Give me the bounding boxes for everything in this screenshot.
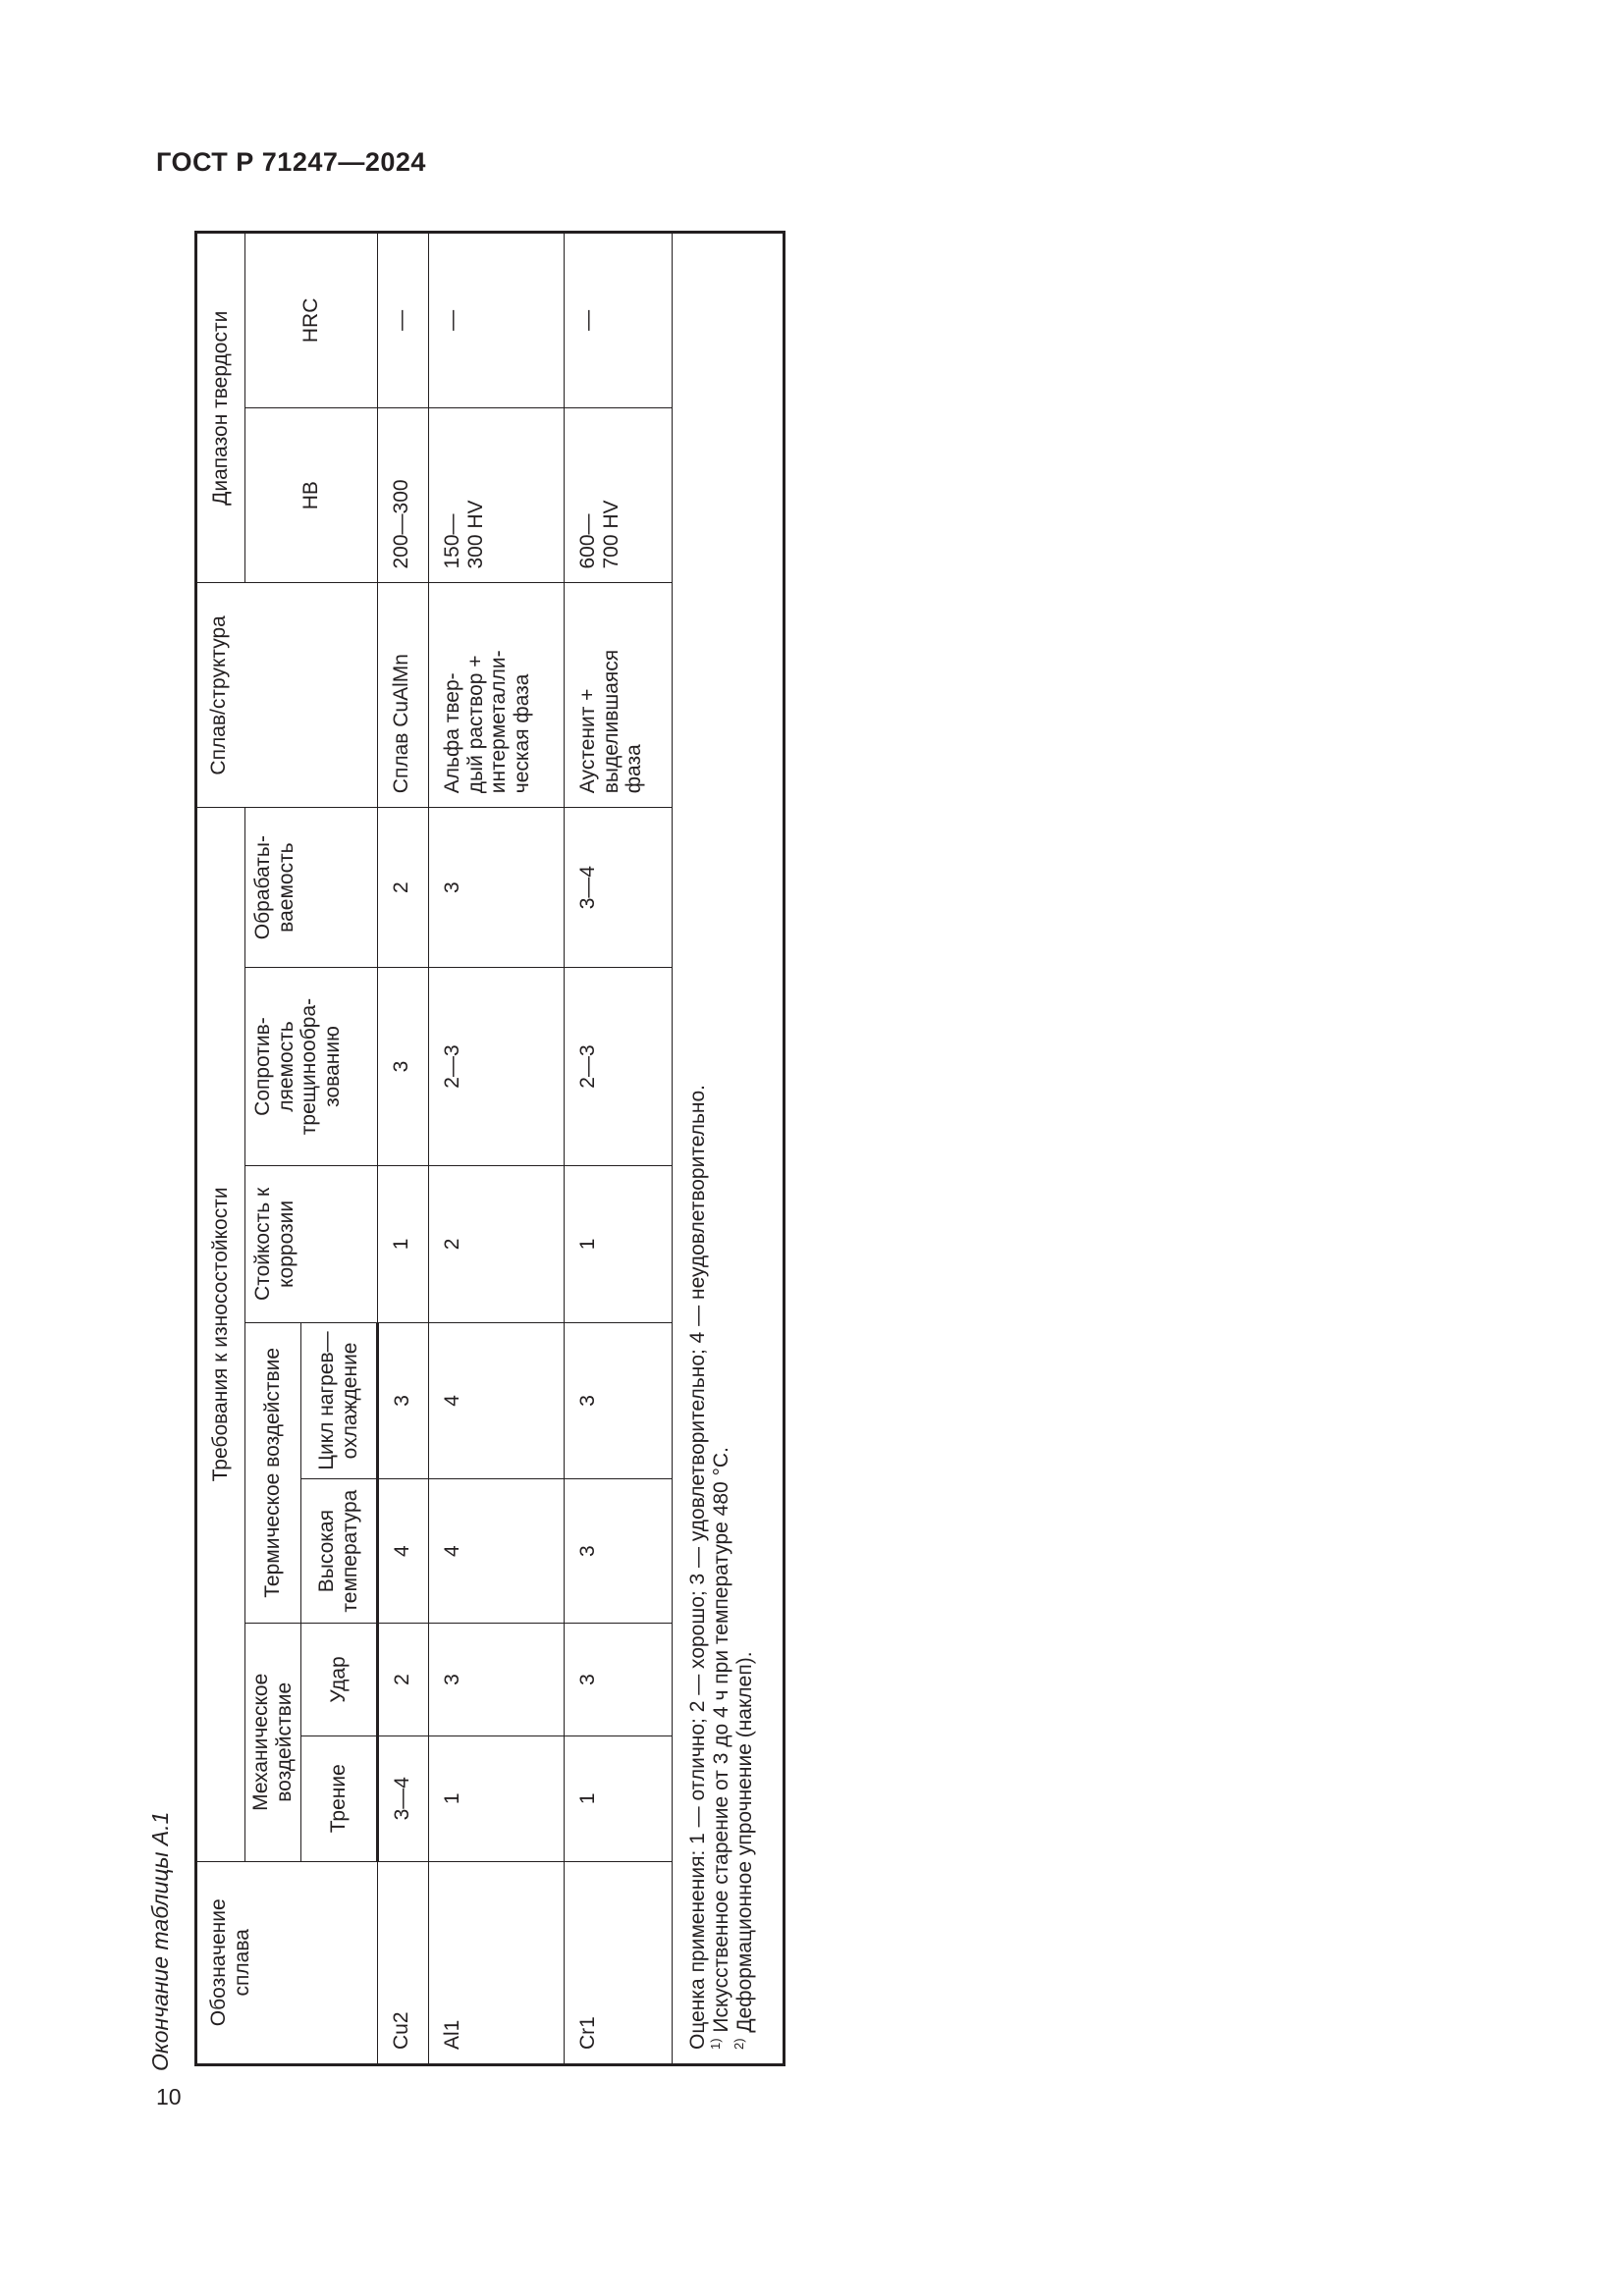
cell-designation: Al1: [429, 1861, 565, 2064]
rotated-table-block: [147, 226, 795, 2071]
cell-friction: 1: [565, 1735, 673, 1861]
cell-hb: 600— 700 HV: [565, 407, 673, 583]
header-wear-requirements: Требования к износостойкости: [196, 808, 245, 1861]
cell-hb: 150— 300 HV: [429, 407, 565, 583]
footnote-1-text: Искусственное старение от 3 до 4 ч при температуре 480 °С.: [710, 1447, 733, 2039]
header-thermal: Термическое воздействие: [245, 1322, 301, 1623]
footnote-2-marker: 2): [731, 2038, 747, 2050]
cell-corrosion: 1: [378, 1166, 429, 1323]
cell-corrosion: 2: [429, 1166, 565, 1323]
header-corrosion: Стойкость к коррозии: [245, 1166, 378, 1323]
cell-hrc: —: [565, 233, 673, 408]
header-structure: Сплав/структура: [196, 583, 378, 808]
cell-crack-resistance: 2—3: [429, 967, 565, 1165]
cell-impact: 2: [378, 1624, 429, 1736]
table-row-cr1: [565, 233, 673, 2065]
cell-heat-cycle: 3: [378, 1322, 429, 1479]
cell-designation: Cr1: [565, 1861, 673, 2064]
cell-heat-cycle: 4: [429, 1322, 565, 1479]
header-mechanical: Механическое воздействие: [245, 1624, 301, 1862]
footnote-1-marker: 1): [708, 2038, 724, 2050]
footnotes-row: [673, 233, 785, 2065]
header-row-1: [196, 233, 245, 2065]
cell-machinability: 2: [378, 808, 429, 968]
header-machinability: Обрабаты- ваемость: [245, 808, 378, 968]
cell-friction: 1: [429, 1735, 565, 1861]
footnote-2: [733, 247, 757, 2050]
header-designation: Обозначение сплава: [196, 1861, 378, 2064]
header-friction: Трение: [301, 1735, 378, 1861]
cell-machinability: 3: [429, 808, 565, 968]
table-row-al1: [429, 233, 565, 2065]
footnote-2-text: Деформационное упрочнение (наклеп).: [733, 1651, 757, 2039]
footnote-1: [710, 247, 733, 2050]
cell-hrc: —: [429, 233, 565, 408]
header-heat-cycle: Цикл нагрев— охлаждение: [301, 1322, 378, 1479]
header-hb: HB: [245, 407, 378, 583]
cell-corrosion: 1: [565, 1166, 673, 1323]
cell-high-temp: 4: [429, 1479, 565, 1624]
header-crack-resistance: Сопротив- ляемость трещинообра- зованию: [245, 967, 378, 1165]
cell-impact: 3: [565, 1624, 673, 1736]
footnote-rating: Оценка применения: 1 — отлично; 2 — хорошо; 3 — удовлетворительно; 4 — неудовлетворительно.: [686, 1084, 709, 2050]
header-row-2: [245, 233, 301, 2065]
table-row-cu2: [378, 233, 429, 2065]
page-number: 10: [156, 2084, 182, 2109]
cell-impact: 3: [429, 1624, 565, 1736]
document-header: ГОСТ Р 71247—2024: [156, 147, 426, 177]
cell-high-temp: 3: [565, 1479, 673, 1624]
header-hrc: HRC: [245, 233, 378, 408]
table-caption: Окончание таблицы А.1: [147, 1811, 173, 2071]
header-high-temp: Высокая температура: [301, 1479, 378, 1624]
cell-structure: Сплав CuAlMn: [378, 583, 429, 808]
cell-heat-cycle: 3: [565, 1322, 673, 1479]
cell-machinability: 3—4: [565, 808, 673, 968]
cell-structure: Альфа твер- дый раствор + интерметалли- ческая фаза: [429, 583, 565, 808]
cell-friction: 3—4: [378, 1735, 429, 1861]
cell-designation: Cu2: [378, 1861, 429, 2064]
cell-high-temp: 4: [378, 1479, 429, 1624]
alloy-properties-table: [194, 231, 785, 2066]
cell-hrc: —: [378, 233, 429, 408]
header-hardness-range: Диапазон твердости: [196, 233, 245, 584]
cell-crack-resistance: 3: [378, 967, 429, 1165]
cell-hb: 200—300: [378, 407, 429, 583]
cell-structure: Аустенит + выделившаяся фаза: [565, 583, 673, 808]
header-impact: Удар: [301, 1624, 378, 1736]
cell-crack-resistance: 2—3: [565, 967, 673, 1165]
table-footnotes: [673, 233, 785, 2065]
